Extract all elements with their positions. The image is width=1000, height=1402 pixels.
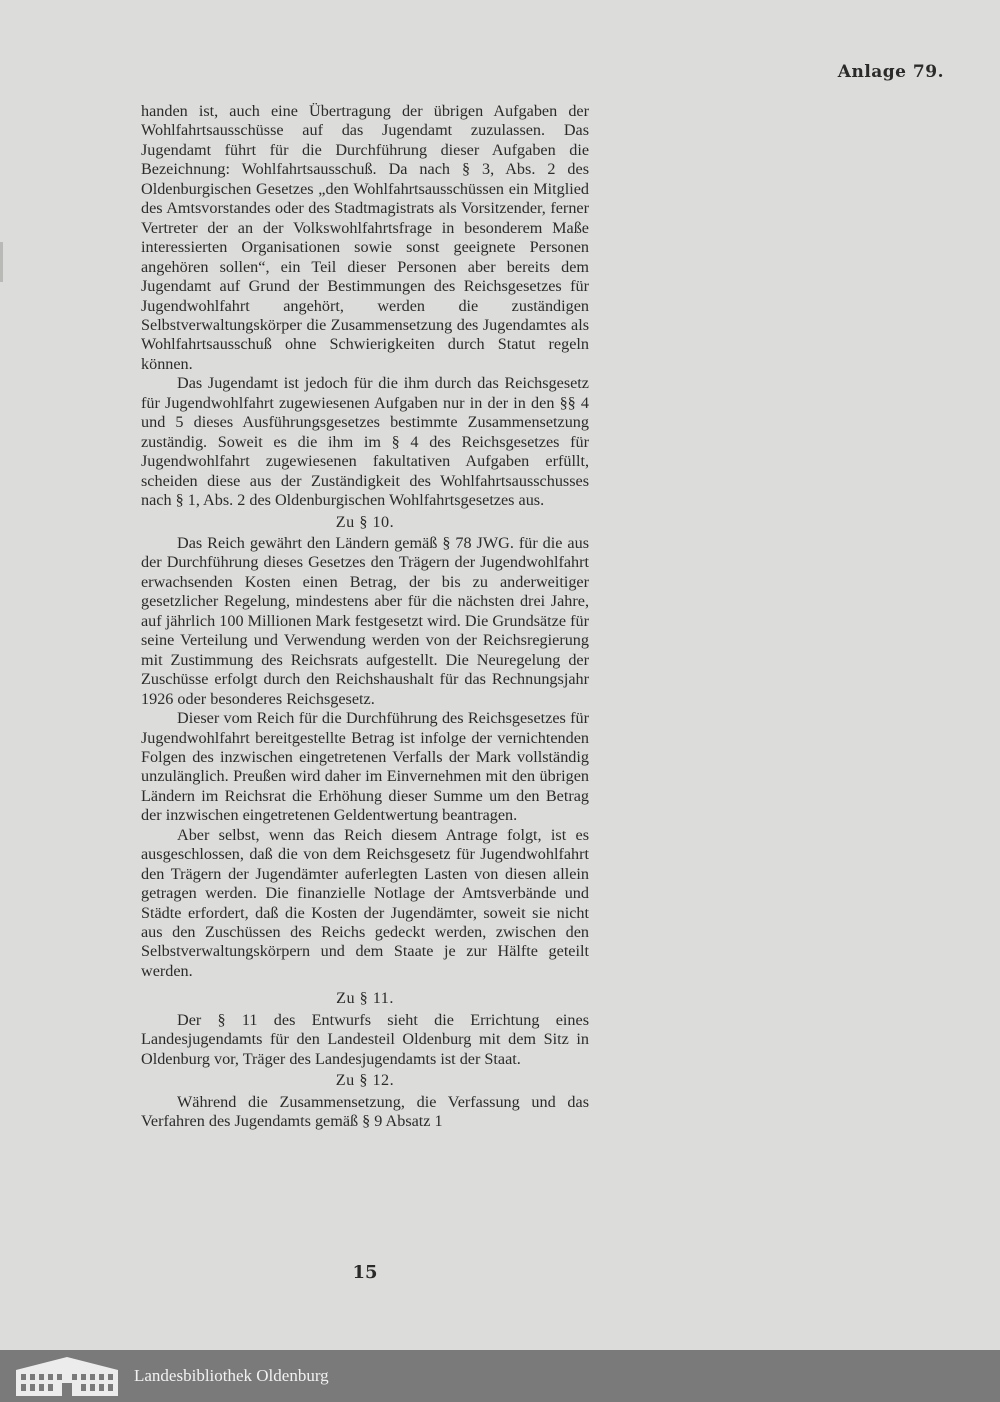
paragraph: handen ist, auch eine Übertragung der übrigen Aufgaben der Wohlfahrtsausschüsse auf das Jugendamt zuzulassen. Das Jugendamt führt für die Durchführung dieser Aufgaben die Bezeichnung: Wohlfahrtsausschuß. Da nach § 3, Abs. 2 des Oldenburgischen Gesetzes „den Wohlfahrtsausschüssen ein Mitglied des Amtsvorstandes oder des Stadtmagistrats als Vorsitzender, ferner Vertreter der an der Volkswohlfahrtsfrage in besonderem Maße interessierten Organisationen sowie sonst geeignete Personen angehören sollen“, ein Teil dieser Personen aber bereits dem Jugendamt auf Grund der Bestimmungen des Reichsgesetzes für Jugendwohlfahrt angehört, werden die zuständigen Selbstverwaltungskörper die Zusammensetzung des Jugendamtes als Wohlfahrtsausschuß ohne Schwierigkeiten durch Statut regeln können. bbox=[141, 102, 589, 373]
annex-label: Anlage 79. bbox=[837, 62, 944, 82]
paragraph: Das Reich gewährt den Ländern gemäß § 78 JWG. für die aus der Durchführung dieses Gesetzes den Trägern der Jugendwohlfahrt erwachsenden Kosten einen Betrag, der bis zu anderweitiger gesetzlicher Regelung, mindestens aber für die nächsten drei Jahre, auf jährlich 100 Millionen Mark festgesetzt wird. Die Grundsätze für seine Verteilung und Verwendung werden von der Reichsregierung mit Zustimmung des Reichsrats aufgestellt. Die Neuregelung der Zuschüsse erfolgt durch den Reichshaushalt für das Rechnungsjahr 1926 oder besonderes Reichsgesetz. bbox=[141, 533, 589, 708]
library-building-logo-icon bbox=[10, 1354, 124, 1398]
section-heading-11: Zu § 11. bbox=[336, 989, 394, 1008]
section-heading-12: Zu § 12. bbox=[335, 1071, 395, 1090]
library-footer bbox=[0, 1350, 1000, 1402]
paragraph: Aber selbst, wenn das Reich diesem Antrage folgt, ist es ausgeschlossen, daß die von dem Reichsgesetz für Jugendwohlfahrt den Trägern der Jugendämter auferlegten Lasten von diesen allein getragen werden. Die finanzielle Notlage der Amtsverbände und Städte erfordert, daß die Kosten der Jugendämter, soweit sie nicht aus den Zuschüssen des Reichs gedeckt werden, zwischen den Selbstverwaltungskörpern und dem Staate je zur Hälfte geteilt werden. bbox=[141, 825, 589, 980]
library-name: Landesbibliothek Oldenburg bbox=[134, 1366, 329, 1385]
paragraph: Während die Zusammensetzung, die Verfassung und das Verfahren des Jugendamts gemäß § 9 Absatz 1 bbox=[141, 1092, 589, 1131]
text-column bbox=[141, 102, 589, 1132]
paragraph: Das Jugendamt ist jedoch für die ihm durch das Reichsgesetz für Jugendwohlfahrt zugewiesenen Aufgaben nur in der in den §§ 4 und 5 dieses Ausführungsgesetzes bestimmte Zusammensetzung zuständig. Soweit es die ihm im § 4 des Reichsgesetzes für Jugendwohlfahrt zugewiesenen fakultativen Aufgaben erfüllt, scheiden diese aus der Zuständigkeit des Wohlfahrtsausschusses nach § 1, Abs. 2 des Oldenburgischen Wohlfahrtsgesetzes aus. bbox=[141, 374, 589, 510]
paragraph: Dieser vom Reich für die Durchführung des Reichsgesetzes für Jugendwohlfahrt bereitgestellte Betrag ist infolge der vernichtenden Folgen des inzwischen eingetretenen Verfalls der Mark vollständig unzulänglich. Preußen wird daher im Einvernehmen mit den übrigen Ländern im Reichsrat die Erhöhung dieser Summe um den Betrag der inzwischen eingetretenen Geldentwertung beantragen. bbox=[141, 709, 589, 825]
scan-edge-mark bbox=[0, 242, 3, 282]
section-heading-10: Zu § 10. bbox=[335, 512, 395, 531]
page-number: 15 bbox=[352, 1262, 378, 1283]
paragraph: Der § 11 des Entwurfs sieht die Errichtung eines Landesjugendamts für den Landesteil Oldenburg mit dem Sitz in Oldenburg vor, Träger des Landesjugendamts ist der Staat. bbox=[141, 1010, 589, 1068]
